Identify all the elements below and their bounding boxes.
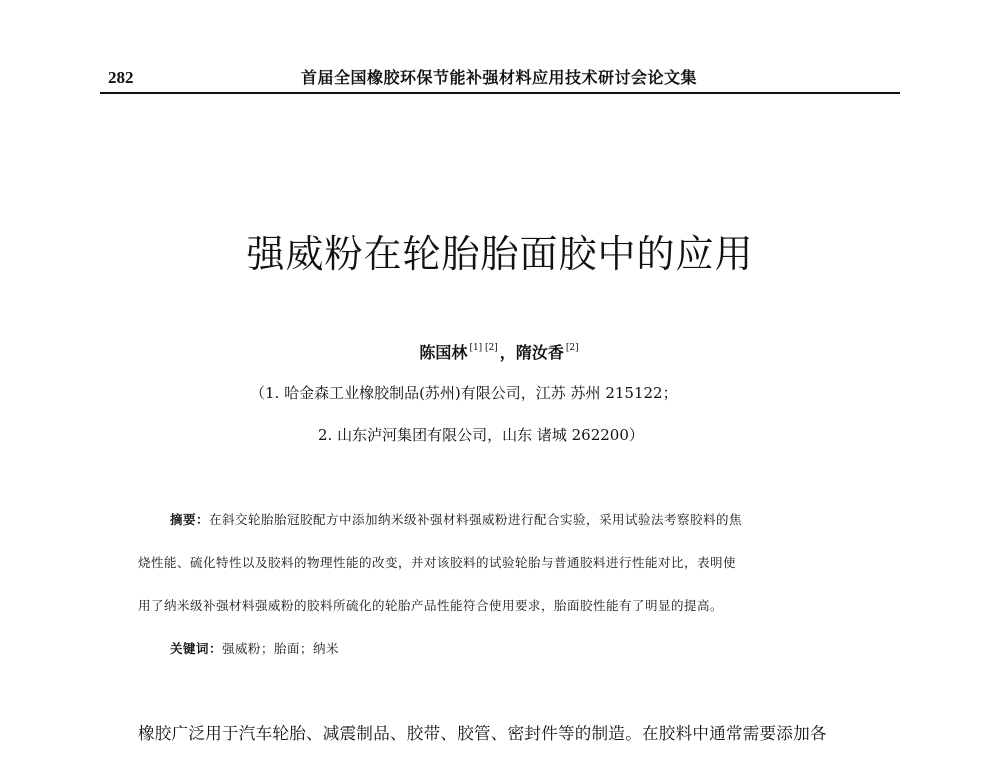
keywords-label: 关键词： [170, 641, 223, 656]
affiliation-line: （1. 哈金森工业橡胶制品(苏州)有限公司，江苏 苏州 215122； [250, 384, 678, 402]
author-affiliation-ref: [2] [565, 343, 579, 353]
author-line [0, 336, 1000, 365]
paper-title: 强威粉在轮胎胎面胶中的应用 [246, 232, 754, 276]
keywords-line [170, 639, 910, 659]
abstract-text: 在斜交轮胎胎冠胶配方中添加纳米级补强材料强威粉进行配合实验，采用试验法考察胶料的焦 [209, 512, 743, 527]
author-name: 隋汝香 [515, 343, 564, 362]
running-header [100, 66, 900, 94]
body-text-line: 橡胶广泛用于汽车轮胎、减震制品、胶带、胶管、密封件等的制造。在胶料中通常需要添加各 [138, 724, 827, 743]
page-number: 282 [108, 68, 134, 87]
author-name: 陈国林 [419, 343, 468, 362]
abstract-line [170, 510, 910, 530]
author-separator: ， [499, 343, 516, 362]
abstract-label: 摘要： [170, 512, 210, 527]
abstract-line: 烧性能、硫化特性以及胶料的物理性能的改变，并对该胶料的试验轮胎与普通胶料进行性能对比，表明使 [138, 555, 737, 570]
header-rule [100, 92, 900, 94]
journal-title: 首届全国橡胶环保节能补强材料应用技术研讨会论文集 [301, 68, 698, 87]
abstract-line: 用了纳米级补强材料强威粉的胶料所硫化的轮胎产品性能符合使用要求，胎面胶性能有了明显的提高。 [138, 598, 724, 613]
keywords-text: 强威粉；胎面；纳米 [222, 641, 340, 656]
author-affiliation-ref: [1] [2] [469, 343, 498, 353]
affiliation-line: 2. 山东泸河集团有限公司，山东 诸城 262200） [318, 426, 644, 444]
